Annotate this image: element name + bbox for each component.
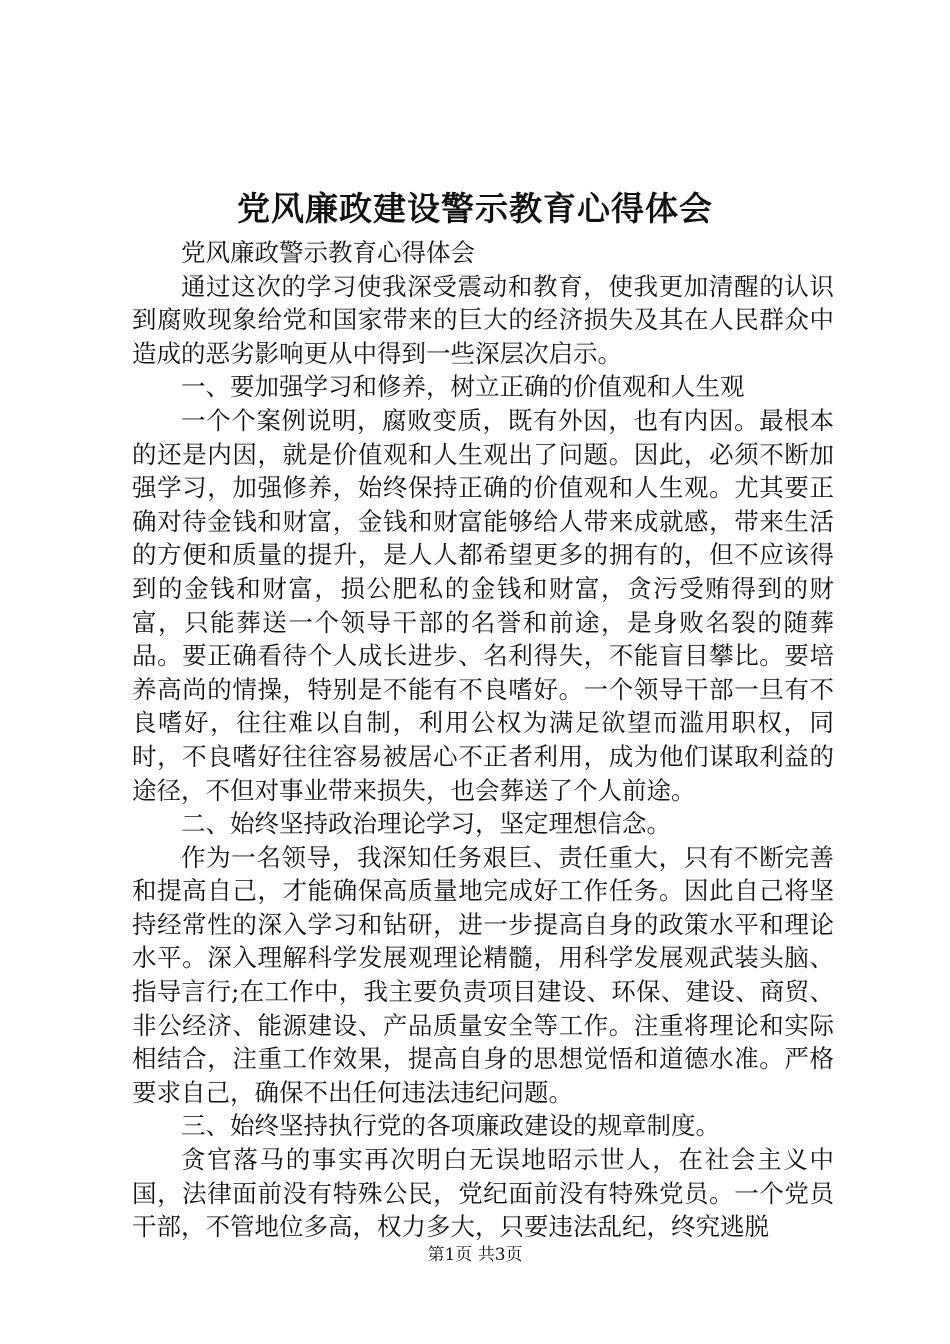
subtitle-paragraph: 党风廉政警示教育心得体会 [181, 238, 475, 267]
body-paragraph: 一个个案例说明，腐败变质，既有外因，也有内因。最根本的还是内因，就是价值观和人生观出了问题。因此，必须不断加强学习，加强修养，始终保持正确的价值观和人生观。尤其要正确对待金钱和财富，金钱和财富能够给人带来成就感，带来生活的方便和质量的提升，是人人都希望更多的拥有的，但不应该得到的金钱和财富，损公肥私的金钱和财富，贪污受贿得到的财富，只能葬送一个领导干部的名誉和前途，是身败名裂的随葬品。要正确看待个人成长进步、名利得失，不能盲目攀比。要培养高尚的情操，特别是不能有不良嗜好。一个领导干部一旦有不良嗜好，往往难以自制，利用公权为满足欲望而滥用职权，同时，不良嗜好往往容易被居心不正者利用，成为他们谋取利益的途径，不但对事业带来损失，也会葬送了个人前途。 [132, 405, 834, 805]
page-number-footer: 第1页 共3页 [427, 1245, 523, 1265]
section-heading: 二、始终坚持政治理论学习，坚定理想信念。 [181, 809, 671, 839]
body-paragraph: 通过这次的学习使我深受震动和教育，使我更加清醒的认识到腐败现象给党和国家带来的巨大的经济损失及其在人民群众中造成的恶劣影响更从中得到一些深层次启示。 [132, 271, 834, 368]
section-heading: 一、要加强学习和修养，树立正确的价值观和人生观 [181, 372, 745, 402]
section-heading: 三、始终坚持执行党的各项廉政建设的规章制度。 [181, 1111, 720, 1141]
body-paragraph: 贪官落马的事实再次明白无误地昭示世人，在社会主义中国，法律面前没有特殊公民，党纪面前没有特殊党员。一个党员干部，不管地位多高，权力多大，只要违法乱纪，终究逃脱 [132, 1145, 834, 1242]
document-body [132, 236, 834, 1244]
body-paragraph: 作为一名领导，我深知任务艰巨、责任重大，只有不断完善和提高自己，才能确保高质量地完成好工作任务。因此自己将坚持经常性的深入学习和钻研，进一步提高自身的政策水平和理论水平。深入理解科学发展观理论精髓，用科学发展观武装头脑、指导言行;在工作中，我主要负责项目建设、环保、建设、商贸、非公经济、能源建设、产品质量安全等工作。注重将理论和实际相结合，注重工作效果，提高自身的思想觉悟和道德水准。严格要求自己，确保不出任何违法违纪问题。 [132, 842, 834, 1107]
document-title: 党风廉政建设警示教育心得体会 [237, 189, 713, 228]
